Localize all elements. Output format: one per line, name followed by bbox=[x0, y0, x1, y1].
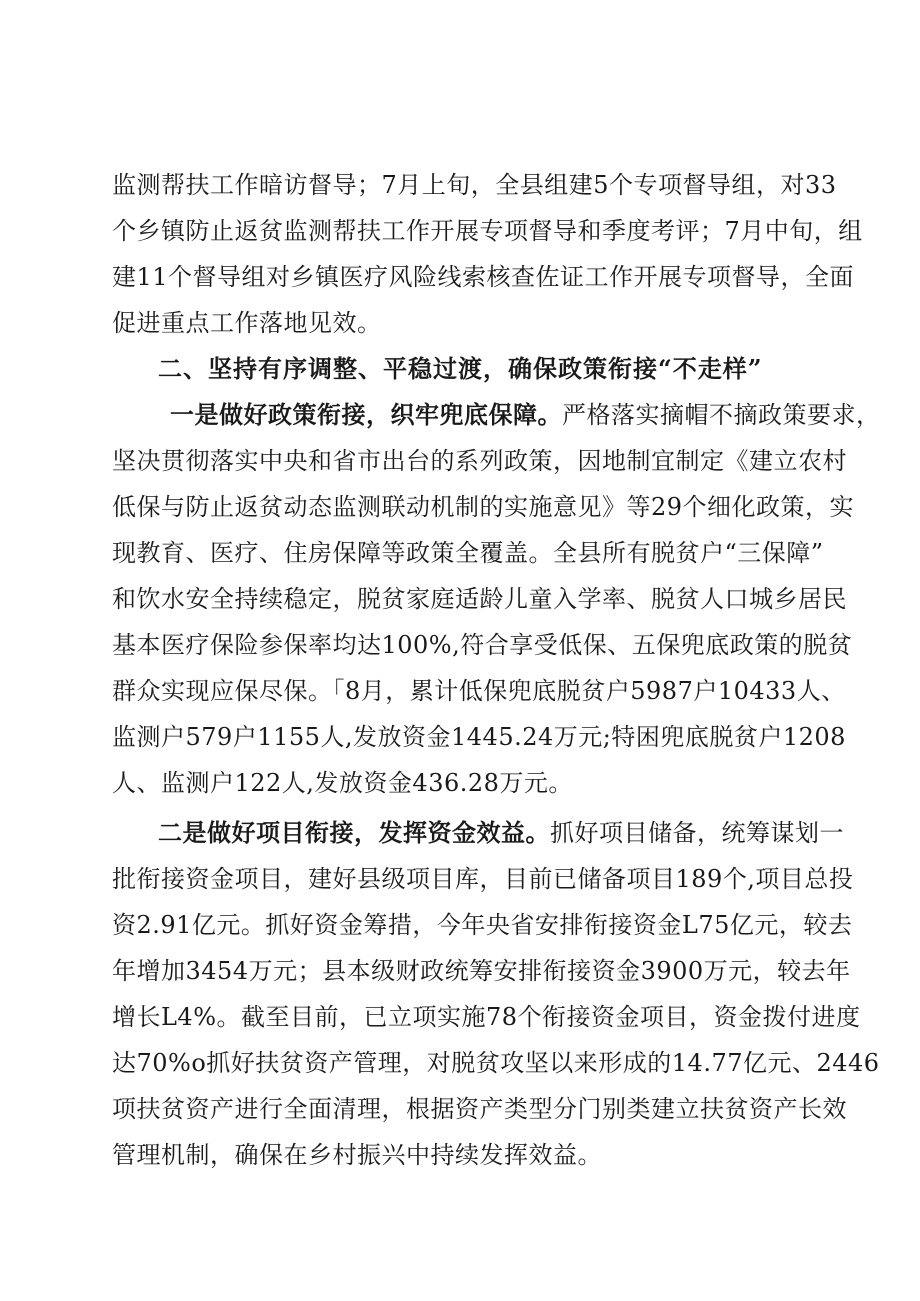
paragraph-2-line-2: 坚决贯彻落实中央和省市出台的系列政策，因地制宜制定《建立农村 bbox=[112, 447, 847, 475]
paragraph-3-line-8: 管理机制，确保在乡村振兴中持续发挥效益。 bbox=[112, 1141, 602, 1169]
paragraph-1-line-3: 建11个督导组对乡镇医疗风险线索核查佐证工作开展专项督导，全面 bbox=[112, 263, 855, 291]
paragraph-1-line-4: 促进重点工作落地见效。 bbox=[112, 309, 382, 337]
paragraph-2-line-7: 群众实现应保尽保。「8月，累计低保兜底脱贫户5987户10433人、 bbox=[112, 677, 846, 705]
paragraph-1-line-1: 监测帮扶工作暗访督导；7月上旬，全县组建5个专项督导组，对33 bbox=[112, 171, 837, 199]
paragraph-2-line-3: 低保与防止返贫动态监测联动机制的实施意见》等29个细化政策，实 bbox=[112, 493, 855, 521]
paragraph-2-first-line-rest: 严格落实摘帽不摘政策要求， bbox=[562, 401, 881, 429]
paragraph-3-line-6: 达70%o抓好扶贫资产管理，对脱贫攻坚以来形成的14.77亿元、2446 bbox=[112, 1049, 880, 1077]
paragraph-3-line-2: 批衔接资金项目，建好县级项目库，目前已储备项目189个,项目总投 bbox=[112, 865, 854, 893]
paragraph-2-line-5: 和饮水安全持续稳定，脱贫家庭适龄儿童入学率、脱贫人口城乡居民 bbox=[112, 585, 847, 613]
paragraph-2-line-8: 监测户579户1155人,发放资金1445.24万元;特困兜底脱贫户1208 bbox=[112, 723, 846, 751]
section-heading-2: 二、坚持有序调整、平稳过渡，确保政策衔接“不走样” bbox=[158, 354, 763, 383]
paragraph-3-line-3: 资2.91亿元。抓好资金筹措，今年央省安排衔接资金L75亿元，较去 bbox=[112, 911, 853, 939]
paragraph-2-line-4: 现教育、医疗、住房保障等政策全覆盖。全县所有脱贫户“三保障” bbox=[112, 539, 824, 567]
paragraph-2-lead: 一是做好政策衔接，织牢兜底保障。 bbox=[170, 400, 562, 429]
paragraph-2-line-6: 基本医疗保险参保率均达100%,符合享受低保、五保兜底政策的脱贫 bbox=[112, 631, 853, 659]
paragraph-3-line-5: 增长L4%。截至目前，已立项实施78个衔接资金项目，资金拨付进度 bbox=[112, 1003, 861, 1031]
paragraph-2-line-9: 人、监测户122人,发放资金436.28万元。 bbox=[112, 769, 573, 797]
paragraph-3-first-line-rest: 抓好项目储备，统筹谋划一 bbox=[550, 819, 844, 847]
paragraph-3-line-1 bbox=[158, 818, 844, 848]
paragraph-2-line-1 bbox=[170, 400, 881, 430]
paragraph-3-lead: 二是做好项目衔接，发挥资金效益。 bbox=[158, 818, 550, 847]
paragraph-3-line-4: 年增加3454万元；县本级财政统筹安排衔接资金3900万元，较去年 bbox=[112, 957, 851, 985]
paragraph-1-line-2: 个乡镇防止返贫监测帮扶工作开展专项督导和季度考评；7月中旬，组 bbox=[112, 217, 863, 245]
paragraph-3-line-7: 项扶贫资产进行全面清理，根据资产类型分门别类建立扶贫资产长效 bbox=[112, 1095, 847, 1123]
